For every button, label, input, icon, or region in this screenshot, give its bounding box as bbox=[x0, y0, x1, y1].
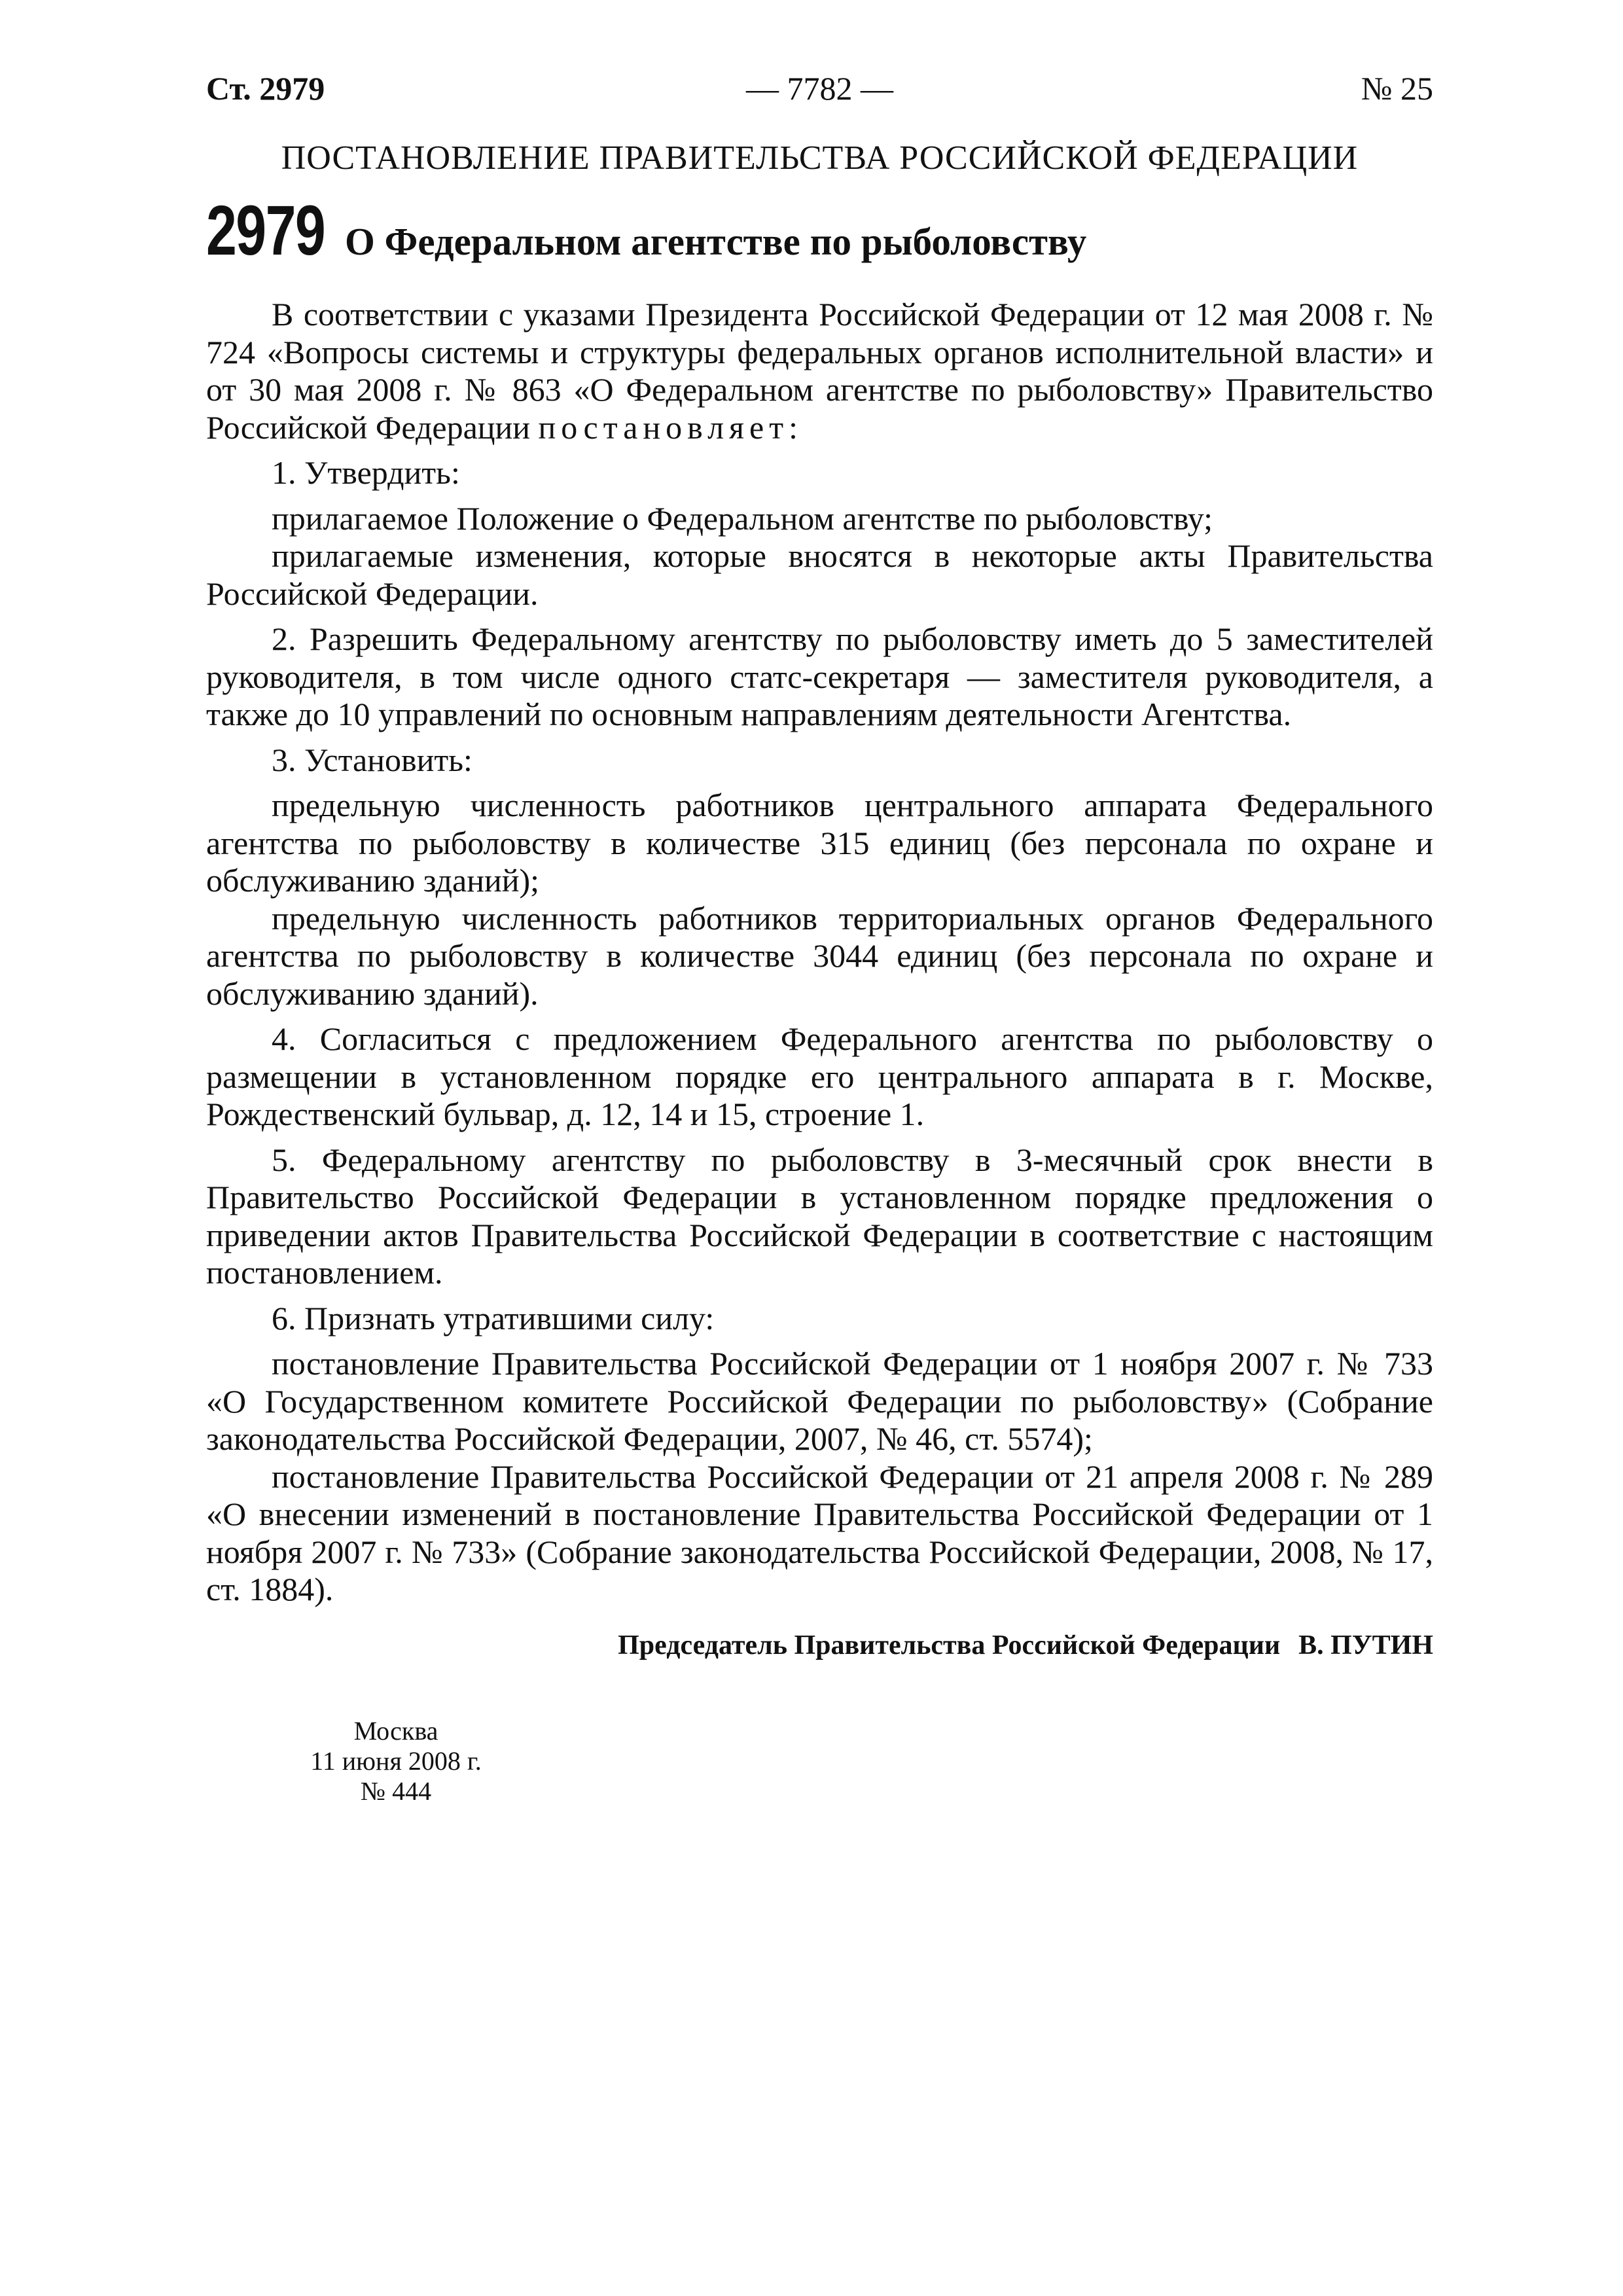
preamble-paragraph bbox=[206, 296, 1433, 446]
item-3-sub-b: предельную численность работников территориальных органов Федерального агентства по рыболовству в количестве 3044 единиц (без персонала по охране и обслуживанию зданий). bbox=[206, 899, 1433, 1012]
item-3-sub-a: предельную численность работников центрального аппарата Федерального агентства по рыболовству в количестве 315 единиц (без персонала по охране и обслуживанию зданий); bbox=[206, 787, 1433, 899]
signatory-position: Председатель Правительства Российской Федерации bbox=[618, 1630, 1281, 1660]
document-title: О Федеральном агентстве по рыболовству bbox=[345, 220, 1087, 263]
page-number: — 7782 — bbox=[746, 70, 893, 107]
document-number: 2979 bbox=[206, 190, 325, 270]
item-4: 4. Согласиться с предложением Федерального агентства по рыболовству о размещении в установленном порядке его центрального аппарата в г. Москве, Рождественский бульвар, д. 12, 14 и 15, строение 1. bbox=[206, 1020, 1433, 1132]
signature-block bbox=[206, 1627, 1433, 1664]
place-date-block bbox=[272, 1716, 520, 1806]
decree-word: постановляет: bbox=[538, 408, 803, 446]
item-6-sub-a: постановление Правительства Российской Федерации от 1 ноября 2007 г. № 733 «О Государственном комитете Российской Федерации по рыболовству» (Собрание законодательства Российской Федерации, 2007, № 46, ст. 5574); bbox=[206, 1345, 1433, 1457]
item-1-sub-a: прилагаемое Положение о Федеральном агентстве по рыболовству; bbox=[272, 499, 1213, 537]
issue-number: № 25 bbox=[1361, 70, 1433, 107]
document-page bbox=[206, 65, 1433, 1806]
date: 11 июня 2008 г. bbox=[310, 1746, 482, 1776]
item-2: 2. Разрешить Федеральному агентству по рыболовству иметь до 5 заместителей руководителя, в том числе одного статс-секретаря — заместителя руководителя, а также до 10 управлений по основным направлениям деятельности Агентства. bbox=[206, 620, 1433, 732]
item-6-sub-b: постановление Правительства Российской Федерации от 21 апреля 2008 г. № 289 «О внесении изменений в постановление Правительства Российской Федерации от 1 ноября 2007 г. № 733» (Собрание законодательства Российской Федерации, 2008, № 17, ст. 1884). bbox=[206, 1458, 1433, 1607]
item-5: 5. Федеральному агентству по рыболовству в 3-месячный срок внести в Правительство Российской Федерации в установленном порядке предложения о приведении актов Правительства Российской Федерации в соответствие с настоящим постановлением. bbox=[206, 1141, 1433, 1291]
document-body bbox=[206, 296, 1433, 1609]
item-1: 1. Утвердить: bbox=[272, 454, 460, 491]
preamble-text: В соответствии с указами Президента Российской Федерации от 12 мая 2008 г. № 724 «Вопросы системы и структуры федеральных органов исполнительной власти» и от 30 мая 2008 г. № 863 «О Федеральном агентстве по рыболовству» Правительство Российской Федерации bbox=[206, 296, 1433, 446]
item-3: 3. Установить: bbox=[272, 741, 473, 778]
title-row bbox=[206, 191, 1433, 270]
item-6: 6. Признать утратившими силу: bbox=[272, 1299, 715, 1336]
item-1-sub-b: прилагаемые изменения, которые вносятся в некоторые акты Правительства Российской Федерации. bbox=[206, 537, 1433, 612]
signatory-name: В. ПУТИН bbox=[1298, 1630, 1433, 1660]
decree-number: № 444 bbox=[360, 1776, 432, 1806]
article-number: Ст. 2979 bbox=[206, 70, 325, 107]
document-type: ПОСТАНОВЛЕНИЕ ПРАВИТЕЛЬСТВА РОССИЙСКОЙ ФЕДЕРАЦИИ bbox=[281, 139, 1359, 177]
city: Москва bbox=[353, 1715, 438, 1746]
page-header bbox=[206, 65, 1433, 111]
